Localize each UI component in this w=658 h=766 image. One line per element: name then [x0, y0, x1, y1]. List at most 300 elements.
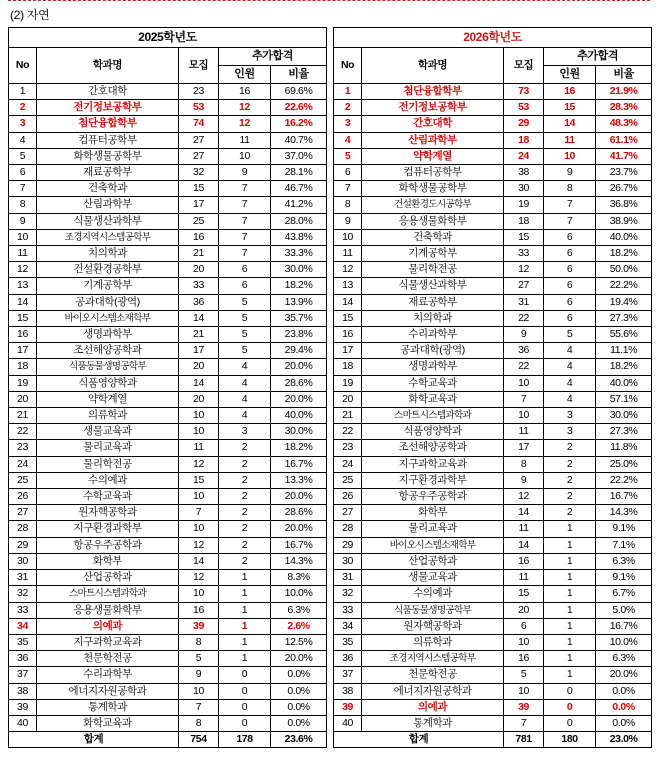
cell-count: 4 — [544, 343, 596, 359]
cell-rate: 18.2% — [271, 278, 327, 294]
cell-dept: 수리과학부 — [37, 667, 179, 683]
cell-dept: 화학생물공학부 — [37, 148, 179, 164]
cell-count: 1 — [544, 537, 596, 553]
cell-rate: 12.5% — [271, 634, 327, 650]
col-dept: 학과명 — [362, 48, 504, 84]
cell-no: 39 — [334, 699, 362, 715]
cell-dept: 천문학전공 — [362, 667, 504, 683]
cell-count: 4 — [219, 408, 271, 424]
cell-dept: 첨단융합학부 — [362, 84, 504, 100]
cell-rate: 55.6% — [596, 327, 652, 343]
cell-dept: 화학부 — [37, 553, 179, 569]
cell-count: 1 — [544, 553, 596, 569]
cell-rate: 48.3% — [596, 116, 652, 132]
cell-no: 30 — [334, 553, 362, 569]
cell-count: 4 — [544, 391, 596, 407]
cell-count: 9 — [544, 165, 596, 181]
cell-rate: 16.7% — [596, 489, 652, 505]
table-row — [334, 197, 652, 213]
cell-rate: 6.3% — [596, 651, 652, 667]
cell-quota: 27 — [179, 148, 219, 164]
table-row — [9, 424, 327, 440]
cell-dept: 산업공학과 — [37, 570, 179, 586]
cell-no: 32 — [9, 586, 37, 602]
cell-rate: 16.2% — [271, 116, 327, 132]
cell-count: 3 — [219, 424, 271, 440]
table-row — [9, 84, 327, 100]
cell-dept: 재료공학부 — [362, 294, 504, 310]
cell-dept: 식물생산과학부 — [362, 278, 504, 294]
cell-count: 1 — [544, 602, 596, 618]
cell-quota: 20 — [504, 602, 544, 618]
cell-rate: 16.7% — [271, 456, 327, 472]
cell-count: 6 — [544, 278, 596, 294]
cell-rate: 28.0% — [271, 213, 327, 229]
cell-no: 19 — [334, 375, 362, 391]
table-row — [9, 132, 327, 148]
cell-quota: 18 — [504, 213, 544, 229]
table-row — [334, 651, 652, 667]
group-header-row — [334, 48, 652, 66]
cell-count: 15 — [544, 100, 596, 116]
table-row — [9, 116, 327, 132]
cell-dept: 조경지역시스템공학부 — [362, 651, 504, 667]
cell-no: 1 — [334, 84, 362, 100]
cell-quota: 15 — [504, 229, 544, 245]
cell-dept: 천문학전공 — [37, 651, 179, 667]
table-row — [9, 229, 327, 245]
table-row — [9, 197, 327, 213]
col-dept: 학과명 — [37, 48, 179, 84]
cell-dept: 의류학과 — [362, 634, 504, 650]
cell-quota: 33 — [504, 246, 544, 262]
cell-dept: 스마트시스템과학과 — [37, 586, 179, 602]
cell-count: 10 — [544, 148, 596, 164]
cell-quota: 19 — [504, 197, 544, 213]
cell-quota: 22 — [504, 310, 544, 326]
cell-quota: 22 — [504, 359, 544, 375]
cell-rate: 40.0% — [271, 408, 327, 424]
cell-dept: 의예과 — [362, 699, 504, 715]
cell-no: 21 — [334, 408, 362, 424]
cell-dept: 지구과학교육과 — [362, 456, 504, 472]
cell-no: 31 — [334, 570, 362, 586]
cell-rate: 41.7% — [596, 148, 652, 164]
cell-count: 8 — [544, 181, 596, 197]
cell-count: 6 — [544, 229, 596, 245]
table-row — [334, 424, 652, 440]
cell-dept: 물리학전공 — [37, 456, 179, 472]
cell-rate: 37.0% — [271, 148, 327, 164]
cell-rate: 69.6% — [271, 84, 327, 100]
cell-no: 36 — [9, 651, 37, 667]
cell-count: 5 — [219, 327, 271, 343]
cell-dept: 건축학과 — [362, 229, 504, 245]
cell-quota: 9 — [504, 472, 544, 488]
table-row — [9, 472, 327, 488]
cell-count: 4 — [544, 359, 596, 375]
cell-count: 2 — [219, 489, 271, 505]
cell-dept: 식품동물생명공학부 — [362, 602, 504, 618]
cell-quota: 16 — [504, 651, 544, 667]
cell-no: 10 — [9, 229, 37, 245]
cell-quota: 23 — [179, 84, 219, 100]
cell-rate: 2.6% — [271, 618, 327, 634]
cell-quota: 12 — [179, 456, 219, 472]
cell-count: 1 — [219, 602, 271, 618]
cell-rate: 28.6% — [271, 505, 327, 521]
cell-count: 0 — [544, 715, 596, 731]
cell-no: 13 — [334, 278, 362, 294]
table-row — [9, 602, 327, 618]
cell-rate: 18.2% — [271, 440, 327, 456]
cell-quota: 12 — [504, 262, 544, 278]
cell-no: 12 — [9, 262, 37, 278]
cell-quota: 25 — [179, 213, 219, 229]
cell-no: 38 — [334, 683, 362, 699]
cell-count: 3 — [544, 408, 596, 424]
cell-count: 1 — [544, 521, 596, 537]
cell-quota: 33 — [179, 278, 219, 294]
cell-no: 4 — [9, 132, 37, 148]
cell-count: 1 — [219, 618, 271, 634]
cell-dept: 바이오시스템소재학부 — [362, 537, 504, 553]
cell-dept: 치의학과 — [362, 310, 504, 326]
cell-quota: 18 — [504, 132, 544, 148]
cell-no: 40 — [9, 715, 37, 731]
cell-rate: 35.7% — [271, 310, 327, 326]
cell-rate: 30.0% — [271, 262, 327, 278]
cell-rate: 61.1% — [596, 132, 652, 148]
cell-count: 6 — [544, 310, 596, 326]
cell-count: 0 — [219, 699, 271, 715]
table-row — [9, 489, 327, 505]
cell-count: 2 — [544, 456, 596, 472]
cell-rate: 9.1% — [596, 521, 652, 537]
table-row — [334, 505, 652, 521]
cell-count: 0 — [219, 683, 271, 699]
table-row — [9, 310, 327, 326]
cell-quota: 38 — [504, 165, 544, 181]
cell-dept: 식품동물생명공학부 — [37, 359, 179, 375]
table-row — [334, 132, 652, 148]
cell-no: 11 — [334, 246, 362, 262]
cell-rate: 22.2% — [596, 472, 652, 488]
cell-rate: 29.4% — [271, 343, 327, 359]
cell-count: 1 — [219, 586, 271, 602]
year-header-row — [9, 28, 327, 48]
cell-quota: 17 — [504, 440, 544, 456]
cell-no: 16 — [9, 327, 37, 343]
cell-no: 35 — [9, 634, 37, 650]
cell-quota: 53 — [504, 100, 544, 116]
cell-count: 1 — [544, 586, 596, 602]
cell-dept: 수리과학부 — [362, 327, 504, 343]
cell-count: 7 — [219, 197, 271, 213]
col-no: No — [9, 48, 37, 84]
cell-quota: 21 — [179, 246, 219, 262]
cell-quota: 31 — [504, 294, 544, 310]
cell-dept: 생명과학부 — [37, 327, 179, 343]
cell-no: 28 — [9, 521, 37, 537]
cell-quota: 12 — [504, 489, 544, 505]
cell-no: 16 — [334, 327, 362, 343]
cell-count: 1 — [544, 570, 596, 586]
cell-rate: 11.1% — [596, 343, 652, 359]
cell-quota: 10 — [504, 634, 544, 650]
cell-quota: 8 — [179, 715, 219, 731]
table-row — [334, 116, 652, 132]
cell-no: 7 — [9, 181, 37, 197]
cell-count: 2 — [544, 505, 596, 521]
cell-quota: 5 — [504, 667, 544, 683]
cell-quota: 73 — [504, 84, 544, 100]
cell-count: 2 — [219, 537, 271, 553]
cell-count: 3 — [544, 424, 596, 440]
col-quota: 모집 — [179, 48, 219, 84]
cell-dept: 통계학과 — [37, 699, 179, 715]
cell-no: 17 — [334, 343, 362, 359]
cell-dept: 기계공학부 — [37, 278, 179, 294]
cell-dept: 지구과학교육과 — [37, 634, 179, 650]
cell-no: 23 — [9, 440, 37, 456]
cell-dept: 산림과학부 — [362, 132, 504, 148]
table-row — [9, 715, 327, 731]
cell-dept: 물리교육과 — [37, 440, 179, 456]
cell-rate: 46.7% — [271, 181, 327, 197]
cell-no: 7 — [334, 181, 362, 197]
cell-rate: 21.9% — [596, 84, 652, 100]
table-row — [9, 408, 327, 424]
cell-count: 2 — [219, 440, 271, 456]
table-row — [9, 570, 327, 586]
cell-count: 1 — [219, 634, 271, 650]
cell-rate: 10.0% — [271, 586, 327, 602]
cell-dept: 식품영양학과 — [37, 375, 179, 391]
cell-no: 30 — [9, 553, 37, 569]
cell-rate: 5.0% — [596, 602, 652, 618]
table-row — [9, 278, 327, 294]
cell-count: 2 — [219, 553, 271, 569]
table-row — [334, 278, 652, 294]
col-count: 인원 — [544, 66, 596, 84]
cell-no: 26 — [334, 489, 362, 505]
cell-count: 1 — [544, 651, 596, 667]
cell-count: 6 — [219, 262, 271, 278]
cell-no: 32 — [334, 586, 362, 602]
cell-no: 25 — [9, 472, 37, 488]
cell-dept: 공과대학(광역) — [362, 343, 504, 359]
cell-quota: 16 — [504, 553, 544, 569]
cell-quota: 14 — [504, 537, 544, 553]
cell-quota: 7 — [179, 505, 219, 521]
table-row — [334, 375, 652, 391]
table-row — [9, 343, 327, 359]
total-rate: 23.6% — [271, 732, 327, 748]
cell-quota: 12 — [179, 537, 219, 553]
cell-no: 5 — [334, 148, 362, 164]
cell-no: 13 — [9, 278, 37, 294]
cell-quota: 27 — [179, 132, 219, 148]
cell-rate: 13.9% — [271, 294, 327, 310]
cell-no: 33 — [334, 602, 362, 618]
cell-dept: 생물교육과 — [362, 570, 504, 586]
cell-quota: 30 — [504, 181, 544, 197]
table-row — [9, 651, 327, 667]
cell-quota: 9 — [504, 327, 544, 343]
cell-dept: 물리교육과 — [362, 521, 504, 537]
total-label: 합계 — [334, 732, 504, 748]
table-row — [334, 84, 652, 100]
cell-rate: 50.0% — [596, 262, 652, 278]
cell-no: 34 — [9, 618, 37, 634]
cell-count: 4 — [219, 391, 271, 407]
cell-count: 6 — [219, 278, 271, 294]
cell-count: 5 — [544, 327, 596, 343]
cell-rate: 9.1% — [596, 570, 652, 586]
cell-no: 5 — [9, 148, 37, 164]
cell-count: 16 — [544, 84, 596, 100]
table-row — [9, 148, 327, 164]
cell-rate: 26.7% — [596, 181, 652, 197]
cell-count: 16 — [219, 84, 271, 100]
cell-quota: 7 — [504, 391, 544, 407]
cell-quota: 15 — [179, 472, 219, 488]
cell-no: 14 — [334, 294, 362, 310]
cell-rate: 40.0% — [596, 229, 652, 245]
cell-dept: 건설환경도시공학부 — [362, 197, 504, 213]
cell-count: 7 — [544, 197, 596, 213]
cell-rate: 0.0% — [271, 667, 327, 683]
cell-quota: 17 — [179, 343, 219, 359]
cell-no: 2 — [9, 100, 37, 116]
cell-no: 17 — [9, 343, 37, 359]
table-row — [334, 489, 652, 505]
table-row — [334, 602, 652, 618]
cell-count: 7 — [219, 229, 271, 245]
cell-rate: 22.6% — [271, 100, 327, 116]
cell-dept: 전기정보공학부 — [362, 100, 504, 116]
cell-dept: 항공우주공학과 — [362, 489, 504, 505]
cell-quota: 10 — [179, 586, 219, 602]
year-header-2025: 2025학년도 — [9, 28, 327, 48]
cell-quota: 16 — [179, 602, 219, 618]
cell-no: 14 — [9, 294, 37, 310]
cell-no: 15 — [334, 310, 362, 326]
tables-container — [8, 27, 650, 748]
cell-count: 9 — [219, 165, 271, 181]
cell-no: 27 — [334, 505, 362, 521]
cell-quota: 39 — [504, 699, 544, 715]
cell-no: 11 — [9, 246, 37, 262]
table-row — [334, 229, 652, 245]
cell-dept: 지구환경과학부 — [37, 521, 179, 537]
table-row — [334, 327, 652, 343]
table-body-2025 — [9, 84, 327, 748]
table-row — [9, 246, 327, 262]
total-quota: 781 — [504, 732, 544, 748]
section-title: (2) 자연 — [10, 8, 50, 22]
cell-no: 9 — [334, 213, 362, 229]
cell-rate: 25.0% — [596, 456, 652, 472]
cell-no: 19 — [9, 375, 37, 391]
table-row — [9, 505, 327, 521]
cell-no: 18 — [9, 359, 37, 375]
cell-rate: 23.7% — [596, 165, 652, 181]
cell-quota: 10 — [504, 408, 544, 424]
cell-rate: 0.0% — [271, 683, 327, 699]
total-label: 합계 — [9, 732, 179, 748]
cell-no: 40 — [334, 715, 362, 731]
table-row — [9, 683, 327, 699]
cell-rate: 33.3% — [271, 246, 327, 262]
table-row — [9, 375, 327, 391]
table-row — [334, 667, 652, 683]
cell-dept: 에너지자원공학과 — [37, 683, 179, 699]
cell-dept: 응용생물화학부 — [362, 213, 504, 229]
cell-count: 5 — [219, 310, 271, 326]
cell-rate: 30.0% — [271, 424, 327, 440]
cell-rate: 0.0% — [271, 699, 327, 715]
table-row — [334, 456, 652, 472]
cell-no: 9 — [9, 213, 37, 229]
cell-no: 36 — [334, 651, 362, 667]
cell-quota: 14 — [179, 553, 219, 569]
table-row — [334, 570, 652, 586]
table-row — [9, 667, 327, 683]
cell-quota: 12 — [179, 570, 219, 586]
cell-quota: 29 — [504, 116, 544, 132]
cell-quota: 36 — [504, 343, 544, 359]
cell-quota: 17 — [179, 197, 219, 213]
cell-rate: 27.3% — [596, 424, 652, 440]
col-no: No — [334, 48, 362, 84]
cell-quota: 10 — [179, 408, 219, 424]
total-rate: 23.0% — [596, 732, 652, 748]
cell-dept: 약학계열 — [362, 148, 504, 164]
cell-count: 1 — [544, 618, 596, 634]
cell-rate: 16.7% — [271, 537, 327, 553]
cell-no: 33 — [9, 602, 37, 618]
cell-no: 34 — [334, 618, 362, 634]
table-row — [9, 537, 327, 553]
cell-no: 6 — [9, 165, 37, 181]
col-extra-pass: 추가합격 — [219, 48, 327, 66]
cell-count: 0 — [219, 715, 271, 731]
cell-quota: 24 — [504, 148, 544, 164]
cell-dept: 건설환경공학부 — [37, 262, 179, 278]
cell-rate: 28.3% — [596, 100, 652, 116]
cell-no: 8 — [334, 197, 362, 213]
table-row — [334, 391, 652, 407]
table-row — [334, 148, 652, 164]
cell-rate: 0.0% — [596, 699, 652, 715]
cell-rate: 14.3% — [271, 553, 327, 569]
table-2026 — [333, 27, 652, 748]
cell-quota: 14 — [179, 310, 219, 326]
cell-dept: 에너지자원공학과 — [362, 683, 504, 699]
cell-dept: 조경지역시스템공학부 — [37, 229, 179, 245]
cell-quota: 8 — [179, 634, 219, 650]
cell-count: 4 — [219, 359, 271, 375]
cell-rate: 36.8% — [596, 197, 652, 213]
cell-count: 1 — [544, 667, 596, 683]
cell-count: 5 — [219, 294, 271, 310]
cell-dept: 의류학과 — [37, 408, 179, 424]
cell-quota: 36 — [179, 294, 219, 310]
cell-quota: 14 — [179, 375, 219, 391]
cell-rate: 20.0% — [596, 667, 652, 683]
